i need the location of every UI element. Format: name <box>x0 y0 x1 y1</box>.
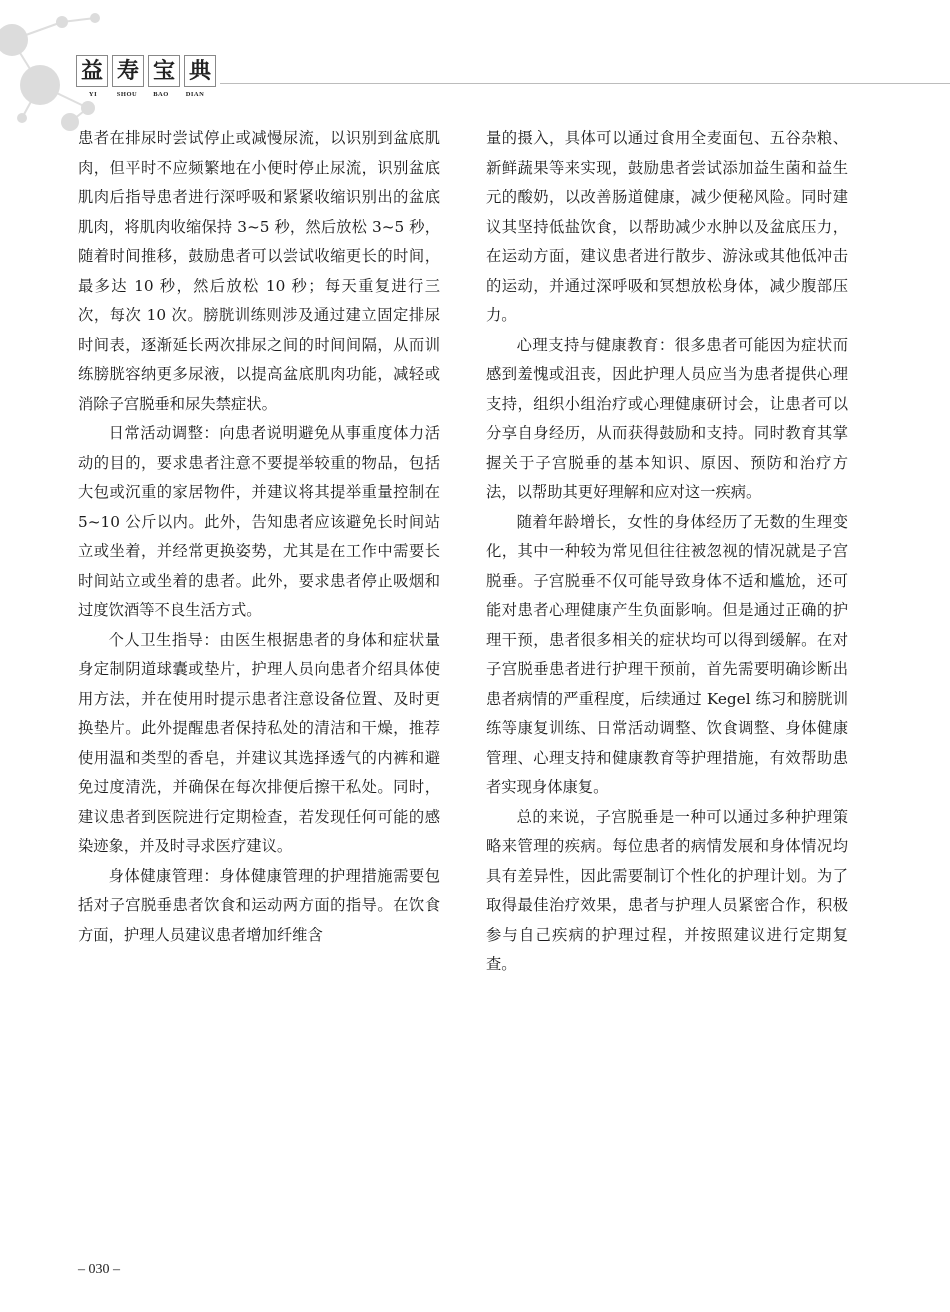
page-number: – 030 – <box>78 1262 120 1277</box>
paragraph: 患者在排尿时尝试停止或减慢尿流，以识别到盆底肌肉，但平时不应频繁地在小便时停止尿流，识别盆底肌肉后指导患者进行深呼吸和紧紧收缩识别出的盆底肌肉，将肌肉收缩保持 3~5 秒，然后放松 3~5 秒，随着时间推移，鼓励患者可以尝试收缩更长的时间，最多达 10 秒，然后放松 10 秒；每天重复进行三次，每次 10 次。膀胱训练则涉及通过建立固定排尿时间表，逐渐延长两次排尿之间的时间间隔，从而训练膀胱容纳更多尿液，以提高盆底肌肉功能，减轻或消除子宫脱垂和尿失禁症状。 <box>78 129 440 413</box>
journal-masthead <box>76 55 216 98</box>
journal-pinyin <box>76 91 216 98</box>
title-char: 寿 <box>112 55 144 87</box>
paragraph: 个人卫生指导：由医生根据患者的身体和症状量身定制阴道球囊或垫片，护理人员向患者介绍具体使用方法，并在使用时提示患者注意设备位置、及时更换垫片。此外提醒患者保持私处的清洁和干燥，推荐使用温和类型的香皂，并建议其选择透气的内裤和避免过度清洗，并确保在每次排便后擦干私处。同时，建议患者到医院进行定期检查，若发现任何可能的感染迹象，并及时寻求医疗建议。 <box>78 630 440 855</box>
paragraph: 量的摄入，具体可以通过食用全麦面包、五谷杂粮、新鲜蔬果等来实现，鼓励患者尝试添加益生菌和益生元的酸奶，以改善肠道健康，减少便秘风险。同时建议其坚持低盐饮食，以帮助减少水肿以及盆底压力，在运动方面，建议患者进行散步、游泳或其他低冲击的运动，并通过深呼吸和冥想放松身体，减少腹部压力。 <box>486 129 848 324</box>
left-column <box>78 124 440 950</box>
header-rule <box>220 83 950 84</box>
title-char: 益 <box>76 55 108 87</box>
title-char: 典 <box>184 55 216 87</box>
journal-title <box>76 55 216 87</box>
pinyin-syllable: SHOU <box>116 91 138 98</box>
pinyin-syllable: YI <box>88 91 98 98</box>
paragraph: 随着年龄增长，女性的身体经历了无数的生理变化，其中一种较为常见但往往被忽视的情况就是子宫脱垂。子宫脱垂不仅可能导致身体不适和尴尬，还可能对患者心理健康产生负面影响。但是通过正确的护理干预，患者很多相关的症状均可以得到缓解。在对子宫脱垂患者进行护理干预前，首先需要明确诊断出患者病情的严重程度，后续通过 Kegel 练习和膀胱训练等康复训练、日常活动调整、饮食调整、身体健康管理、心理支持和健康教育等护理措施，有效帮助患者实现身体康复。 <box>486 512 848 796</box>
paragraph: 总的来说，子宫脱垂是一种可以通过多种护理策略来管理的疾病。每位患者的病情发展和身体情况均具有差异性，因此需要制订个性化的护理计划。为了取得最佳治疗效果，患者与护理人员紧密合作，积极参与自己疾病的护理过程，并按照建议进行定期复查。 <box>486 807 848 973</box>
right-column <box>486 124 848 980</box>
paragraph: 心理支持与健康教育：很多患者可能因为症状而感到羞愧或沮丧，因此护理人员应当为患者提供心理支持，组织小组治疗或心理健康研讨会，让患者可以分享自身经历，从而获得鼓励和支持。同时教育其掌握关于子宫脱垂的基本知识、原因、预防和治疗方法，以帮助其更好理解和应对这一疾病。 <box>486 335 848 501</box>
paragraph: 日常活动调整：向患者说明避免从事重度体力活动的目的，要求患者注意不要提举较重的物品，包括大包或沉重的家居物件，并建议将其提举重量控制在 5~10 公斤以内。此外，告知患者应该避免长时间站立或坐着，并经常更换姿势，尤其是在工作中需要长时间站立或坐着的患者。此外，要求患者停止吸烟和过度饮酒等不良生活方式。 <box>78 424 440 619</box>
title-char: 宝 <box>148 55 180 87</box>
paragraph: 身体健康管理：身体健康管理的护理措施需要包括对子宫脱垂患者饮食和运动两方面的指导。在饮食方面，护理人员建议患者增加纤维含 <box>78 866 440 944</box>
pinyin-syllable: BAO <box>153 91 169 98</box>
pinyin-syllable: DIAN <box>185 91 205 98</box>
